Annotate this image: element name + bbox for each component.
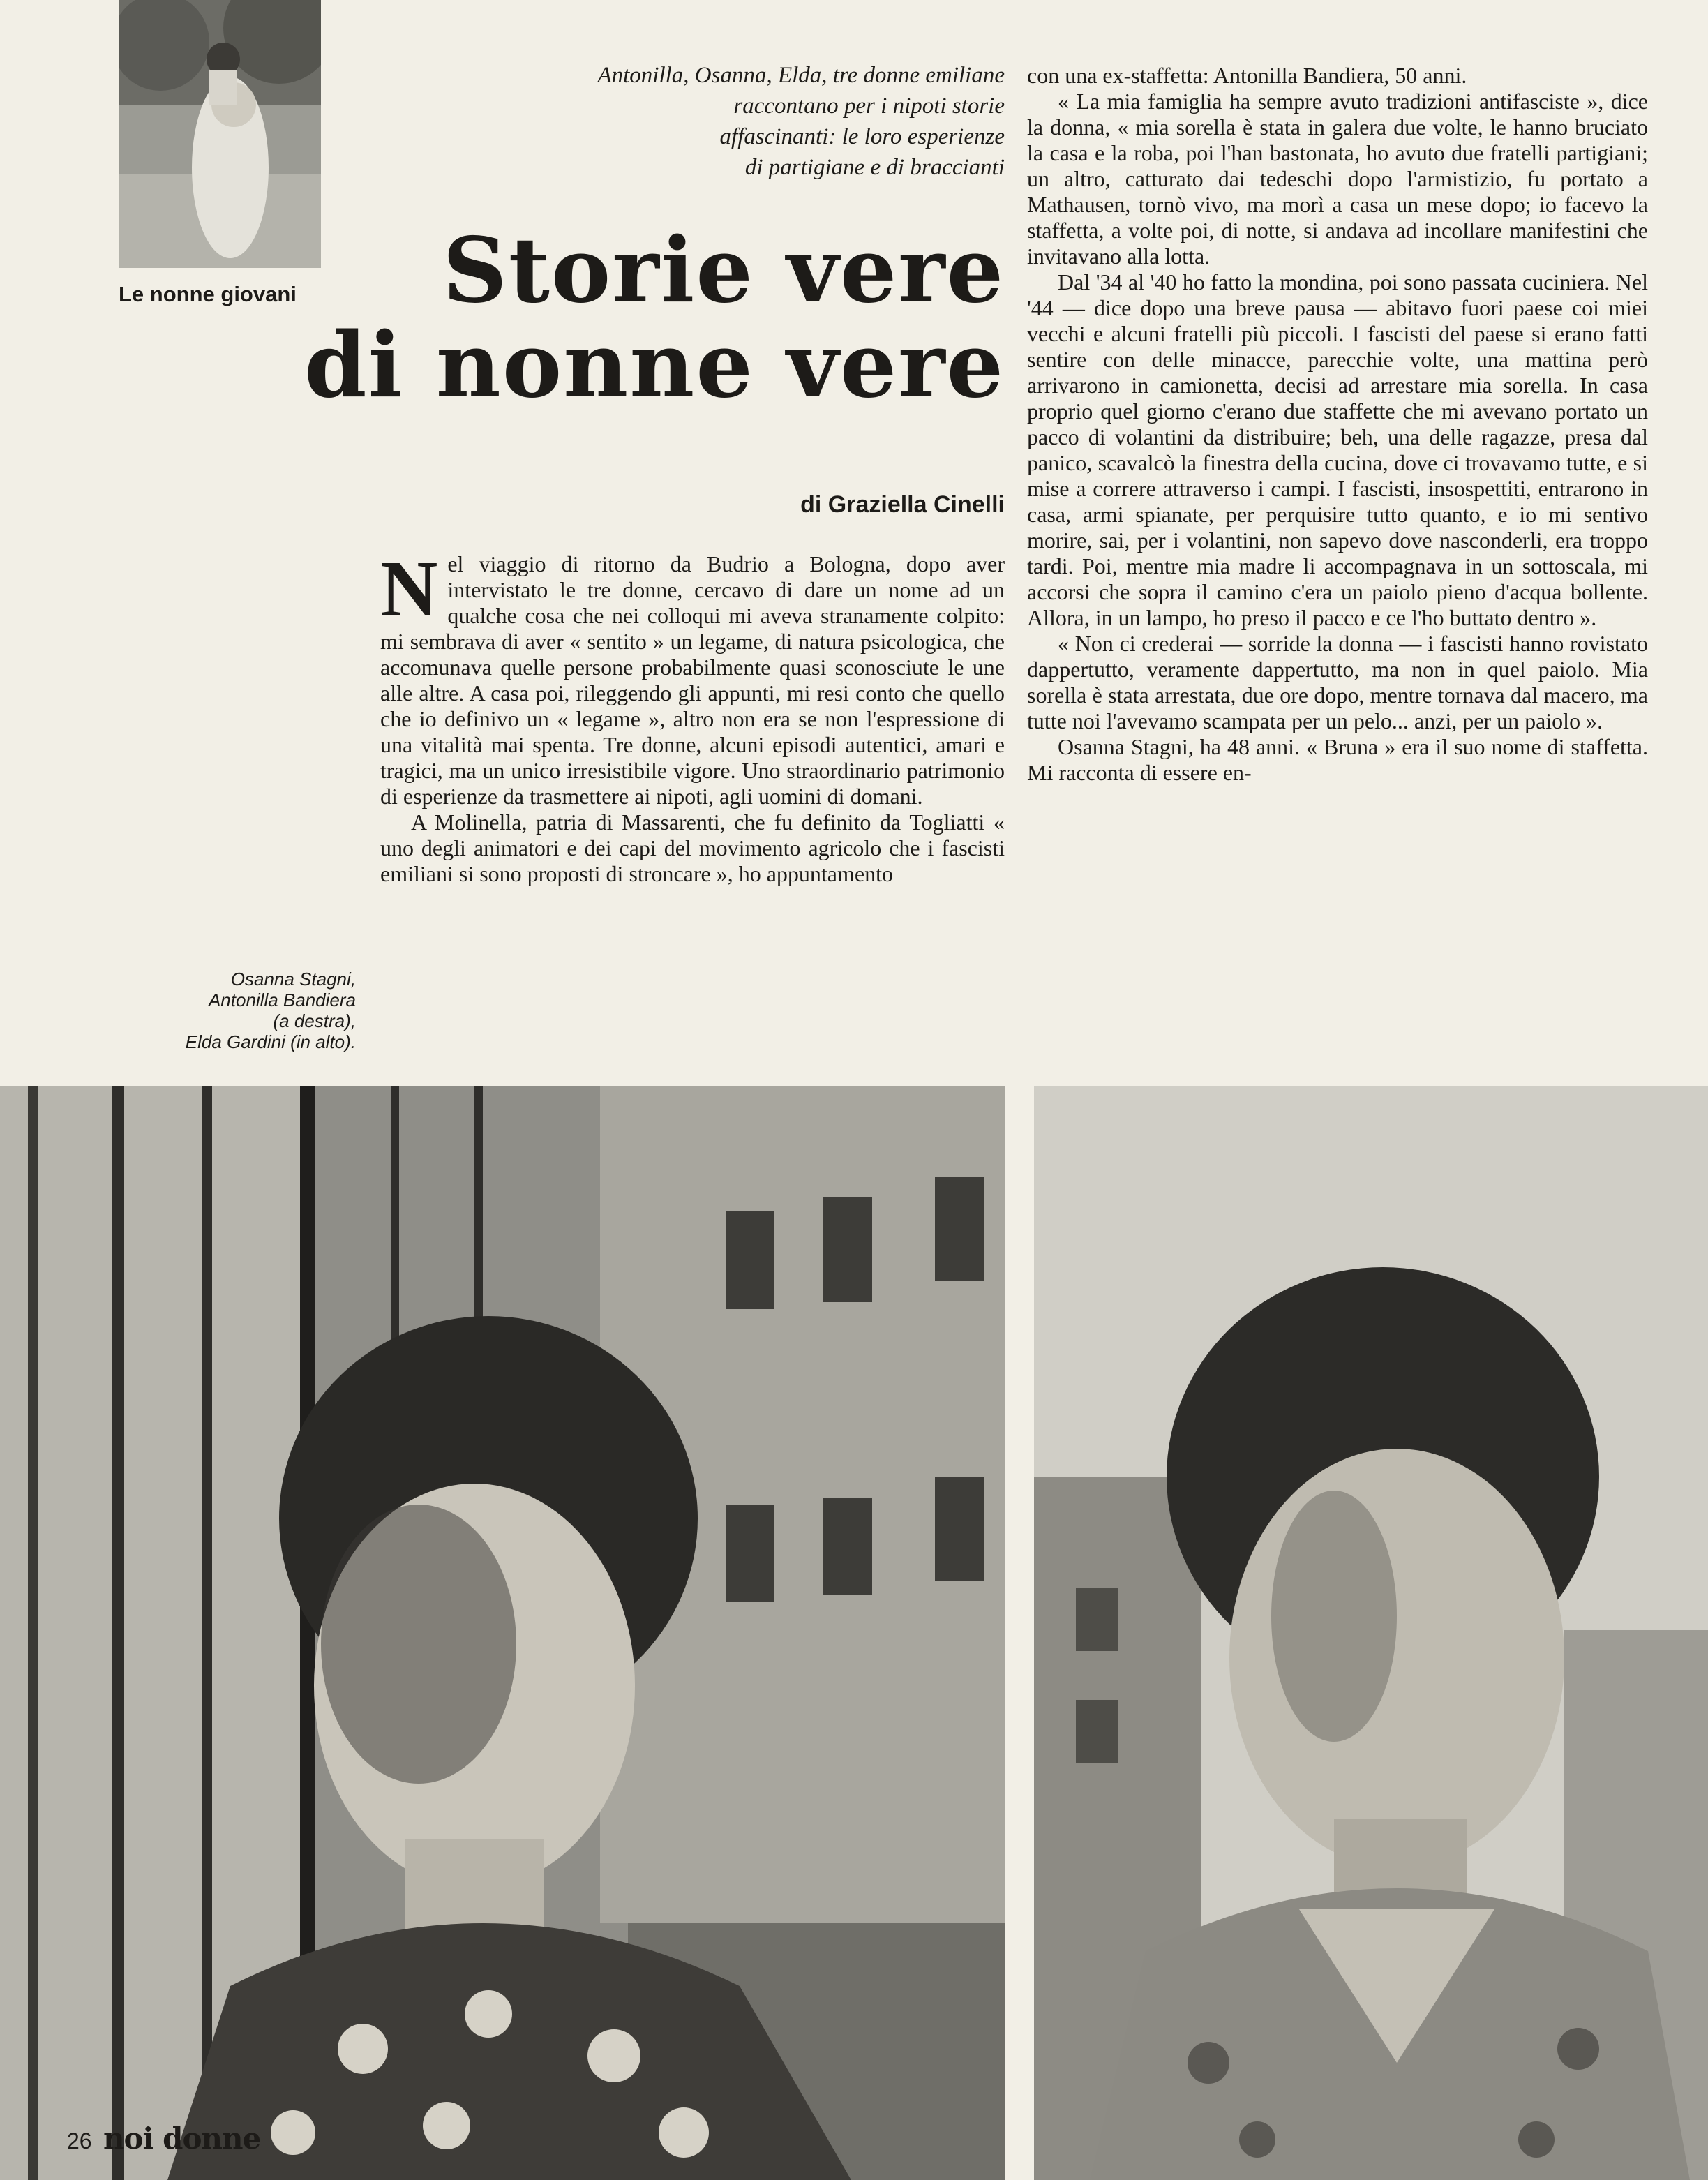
subtitle-line: raccontano per i nipoti storie [733, 94, 1005, 119]
subtitle-line: affascinanti: le loro esperienze [719, 124, 1005, 149]
headline-line: Storie vere [442, 218, 1005, 323]
portrait-photo-left [0, 1086, 1005, 2180]
paragraph-text: el viaggio di ritorno da Budrio a Bologna, dopo aver intervistato le tre donne, cercavo di dare un nome ad un qualche cosa che nei colloqui mi aveva stranamente colpito: mi sembrava di aver « sentito » un legame, di natura psicologica, che accomunava quelle persone probabilmente quasi sconosciute le une alle altre. A casa poi, rileggendo gli appunti, mi resi conto che quello che io definivo un « legame », altro non era se non l'espressione di una vitalità mai spenta. Tre donne, alcuni episodi autentici, amari e tragici, ma un unico irresistibile vigore. Uno straordinario patrimonio di esperienze da trasmettere ai nipoti, agli uomini di domani. [380, 551, 1005, 809]
drop-cap: N [380, 544, 438, 633]
woman-portrait-illustration [0, 1086, 1005, 2180]
page-number: 26 [67, 2128, 92, 2153]
portrait-photo-right [1034, 1086, 1708, 2180]
small-photo [119, 0, 321, 268]
article-column-right [1027, 63, 1648, 786]
subtitle [391, 60, 1005, 183]
subtitle-line: Antonilla, Osanna, Elda, tre donne emiliane [597, 63, 1005, 88]
woman-portrait-illustration [1034, 1086, 1708, 2180]
article-paragraph: con una ex-staffetta: Antonilla Bandiera, 50 anni. [1027, 63, 1467, 88]
subtitle-line: di partigiane e di braccianti [744, 155, 1005, 180]
article-paragraph: Dal '34 al '40 ho fatto la mondina, poi sono passata cuciniera. Nel '44 — dice dopo una breve pausa — abitavo fuori paese coi miei vecchi e alcuni fratelli più piccoli. I fascisti del paese si erano fatti sentire con delle minacce, parecchie volte, una mattina però arrivarono in camionetta, decisi ad arrestare mia sorella. In casa proprio quel giorno c'erano due staffette che mi avevano portato un pacco di volantini da distribuire; beh, una delle ragazze, presa dal panico, scavalcò la finestra della cucina, dove ci trovavamo tutte, e si mise a correre attraverso i campi. I fascisti, insospettiti, entrarono in casa, armi spianate, per perquisire tutto quanto, e io mi sentivo morire, sai, per i volantini, non sapevo dove nasconderli, era troppo tardi. Poi, mentre mia madre li accompagnava in un sottoscala, mi accorsi che sopra il camino c'era un paiolo pieno d'acqua bollente. Allora, in un lampo, ho preso il pacco e ce l'ho buttato dentro ». [1027, 269, 1648, 630]
article-paragraph: « La mia famiglia ha sempre avuto tradizioni antifasciste », dice la donna, « mia sorella è stata in galera due volte, le hanno bruciato la casa e la roba, poi l'han bastonata, ho avuto due fratelli partigiani; un altro, catturato dai tedeschi dopo l'armistizio, fu portato a Mathausen, tornò vivo, ma morì a casa un mese dopo; io facevo la staffetta, a volte poi, di notte, si andava ad incollare manifestini che invitavano alla lotta. [1027, 89, 1648, 269]
section-label: Le nonne giovani [119, 282, 297, 306]
photo-caption [119, 969, 356, 1052]
byline: di Graziella Cinelli [800, 491, 1005, 518]
article-paragraph: A Molinella, patria di Massarenti, che fu definito da Togliatti « uno degli animatori e dei capi del movimento agricolo che i fascisti emiliani si sono proposti di stroncare », ho appuntamento [380, 809, 1005, 886]
caption-line: Antonilla Bandiera [208, 990, 356, 1010]
article-column-left [380, 544, 1005, 887]
magazine-name: noi donne [103, 2121, 261, 2156]
caption-line: Osanna Stagni, [230, 969, 356, 990]
caption-line: Elda Gardini (in alto). [185, 1031, 356, 1052]
article-paragraph: « Non ci crederai — sorride la donna — i fascisti hanno rovistato dappertutto, veramente dappertutto, ma non in quel paiolo. Mia sorella è stata arrestata, due ore dopo, mentre tornava dal macero, ma tutte noi l'avevamo scampata per un pelo... anzi, per un paiolo ». [1027, 631, 1648, 733]
article-paragraph [380, 544, 1005, 809]
article-paragraph: Osanna Stagni, ha 48 anni. « Bruna » era il suo nome di staffetta. Mi racconta di essere en- [1027, 734, 1648, 785]
headline [300, 218, 1005, 418]
headline-line: di nonne vere [304, 313, 1005, 418]
caption-line: (a destra), [273, 1010, 356, 1031]
grandmother-child-photo-illustration [119, 0, 321, 268]
